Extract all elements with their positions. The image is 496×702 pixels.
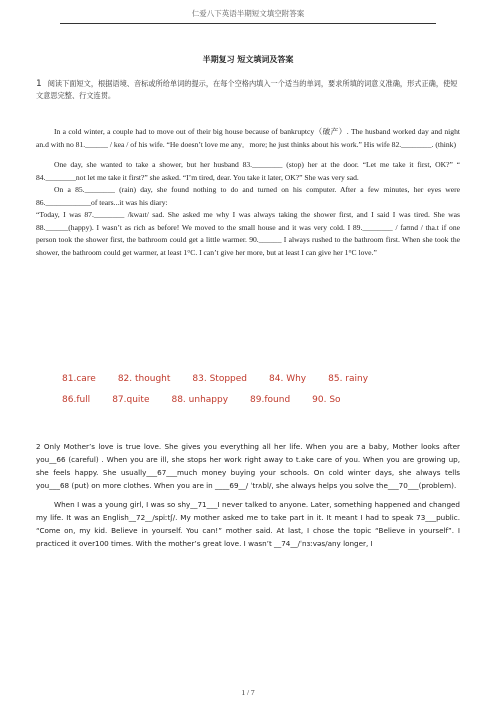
section1-number: 1 xyxy=(36,79,42,89)
page-title: 半期复习 短文填词及答案 xyxy=(202,55,294,64)
answer-86: 86.full xyxy=(62,395,91,405)
answer-81: 81.care xyxy=(62,374,96,384)
answer-row-2 xyxy=(62,395,486,405)
section1-passage xyxy=(36,126,460,259)
answer-90: 90. So xyxy=(312,395,341,405)
section2-passage xyxy=(36,440,460,550)
passage-paragraph-1: In a cold winter, a couple had to move out of their big house because of bankruptcy（破产）. The husband worked day and night an.d with no 81.______ / kea / of his wife. “He doesn’t love me any．more; he just thinks about his work.” His wife 82.________. (think) xyxy=(36,127,460,149)
answer-key xyxy=(62,374,486,416)
page-header: 仁爱八下英语半期短文填空附答案 xyxy=(60,8,436,24)
answer-85: 85. rainy xyxy=(328,374,369,384)
passage-paragraph-4: “Today, I was 87.________ /kwaɪt/ sad. She asked me why I was always taking the shower first, and I said I was tired. She was 88.______(happy). I wasn’t as rich as before! We moved to the small house and it was very cold. I 89.________ / faʊnd / tha.t if one person took the shower first, the bathroom could get a little warmer. 90.______ I always rushed to the bathroom first. When she took the shower, the bathroom could get warmer, at least 1°C. I can’t give her more, but at least I can give her 1°C love.” xyxy=(36,210,460,257)
answer-84: 84. Why xyxy=(269,374,307,384)
passage-paragraph-2: One day, she wanted to take a shower, but her husband 83.________ (stop) her at the door. “Let me take it first, OK?” “ 84.________not let me take it first?” she asked. “I’m tired, dear. You take it later, OK?” She was very sad. xyxy=(36,160,460,182)
section1-instruction xyxy=(36,78,460,102)
section2-paragraph-1: 2 Only Mother’s love is true love. She gives you everything all her life. When you are a baby, Mother looks after you__66 (careful) . When you are ill, she stops her work right away to t.ake care of you. When you are growing up, she feels happy. She usually___67___much money buying your schools. On cold winter days, she always tells you___68 (put) on more clothes. When you are in ____69__/ ˈtrʌbl/, she always helps you solve the___70___(problem). xyxy=(36,442,460,490)
answer-row-1 xyxy=(62,374,486,384)
answer-87: 87.quite xyxy=(112,395,150,405)
answer-89: 89.found xyxy=(250,395,291,405)
answer-88: 88. unhappy xyxy=(171,395,229,405)
answer-83: 83. Stopped xyxy=(192,374,248,384)
passage-paragraph-3: On a 85.________ (rain) day, she found nothing to do and turned on his computer. After a few minutes, her eyes were 86.____________of tears...it was his diary: xyxy=(36,185,460,207)
instruction-text: 阅读下面短文，根据语境、音标或所给单词的提示，在每个空格内填入一个适当的单词，要求所填的词意义准确，形式正确，使短文意思完整、行文连贯。 xyxy=(36,79,458,100)
answer-82: 82. thought xyxy=(117,374,171,384)
page-number: 1 / 7 xyxy=(241,688,255,697)
section2-paragraph-2: When I was a young girl, I was so shy__71___I never talked to anyone. Later, something happened and changed my life. It was an English__72__/spiːtʃ/. My mother asked me to take part in it. It meant I had to speak 73___public. “Come on, my kid. Believe in yourself. You can!” mother said. At last, I chose the topic “Believe in yourself”. I practiced it over100 times. With the mother’s great love. I wasn’t __74__/ˈnɜːvəs/any longer, I xyxy=(36,500,460,548)
